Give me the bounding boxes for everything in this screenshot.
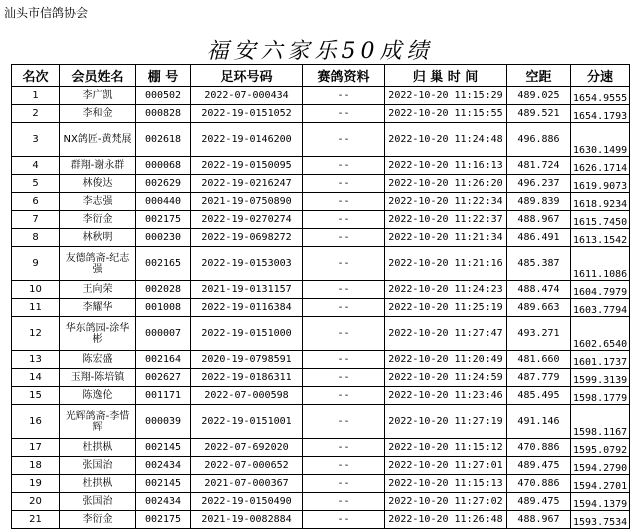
cell-speed: 1594.2701 xyxy=(571,475,630,493)
cell-distance: 488.967 xyxy=(507,511,571,529)
cell-distance: 485.387 xyxy=(507,247,571,281)
cell-distance: 489.475 xyxy=(507,457,571,475)
cell-ring-number: 2021-19-0131157 xyxy=(191,281,303,299)
page-title: 福安六家乐50成绩 xyxy=(206,39,434,64)
cell-ring-number: 2022-19-0153003 xyxy=(191,247,303,281)
cell-arrival-time: 2022-10-20 11:22:34 xyxy=(385,193,507,211)
col-header-ring-number: 足环号码 xyxy=(191,65,303,87)
cell-rank: 17 xyxy=(12,439,60,457)
cell-pigeon-info: -- xyxy=(303,247,385,281)
cell-arrival-time: 2022-10-20 11:27:01 xyxy=(385,457,507,475)
cell-pigeon-info: -- xyxy=(303,511,385,529)
cell-loft-number: 002175 xyxy=(136,511,191,529)
cell-ring-number: 2021-19-0082884 xyxy=(191,511,303,529)
cell-speed: 1615.7450 xyxy=(571,211,630,229)
cell-member-name: 华东鸽园-涂华彬 xyxy=(60,317,136,351)
cell-arrival-time: 2022-10-20 11:27:02 xyxy=(385,493,507,511)
cell-pigeon-info: -- xyxy=(303,387,385,405)
cell-loft-number: 002629 xyxy=(136,175,191,193)
cell-pigeon-info: -- xyxy=(303,351,385,369)
cell-member-name: 张国治 xyxy=(60,493,136,511)
cell-ring-number: 2022-07-000434 xyxy=(191,87,303,105)
cell-ring-number: 2022-19-0151000 xyxy=(191,317,303,351)
cell-pigeon-info: -- xyxy=(303,299,385,317)
table-row xyxy=(12,87,630,105)
cell-rank: 18 xyxy=(12,457,60,475)
cell-arrival-time: 2022-10-20 11:27:47 xyxy=(385,317,507,351)
col-header-pigeon-info: 赛鸽资料 xyxy=(303,65,385,87)
cell-ring-number: 2022-19-0151052 xyxy=(191,105,303,123)
cell-loft-number: 002145 xyxy=(136,439,191,457)
table-row xyxy=(12,229,630,247)
cell-pigeon-info: -- xyxy=(303,193,385,211)
cell-ring-number: 2022-19-0116384 xyxy=(191,299,303,317)
cell-loft-number: 002145 xyxy=(136,475,191,493)
cell-pigeon-info: -- xyxy=(303,405,385,439)
cell-ring-number: 2022-19-0150095 xyxy=(191,157,303,175)
cell-member-name: 李志强 xyxy=(60,193,136,211)
cell-distance: 485.495 xyxy=(507,387,571,405)
cell-speed: 1630.1499 xyxy=(571,123,630,157)
cell-member-name: 林秋明 xyxy=(60,229,136,247)
table-header-row xyxy=(12,65,630,87)
cell-ring-number: 2020-19-0798591 xyxy=(191,351,303,369)
cell-member-name: 陈逸伦 xyxy=(60,387,136,405)
cell-distance: 488.967 xyxy=(507,211,571,229)
cell-ring-number: 2022-19-0216247 xyxy=(191,175,303,193)
cell-ring-number: 2022-19-0150490 xyxy=(191,493,303,511)
table-row xyxy=(12,317,630,351)
cell-speed: 1598.1167 xyxy=(571,405,630,439)
table-row xyxy=(12,105,630,123)
cell-arrival-time: 2022-10-20 11:22:37 xyxy=(385,211,507,229)
cell-speed: 1595.0792 xyxy=(571,439,630,457)
table-row xyxy=(12,211,630,229)
cell-loft-number: 000828 xyxy=(136,105,191,123)
cell-member-name: 林俊达 xyxy=(60,175,136,193)
cell-arrival-time: 2022-10-20 11:23:46 xyxy=(385,387,507,405)
cell-rank: 4 xyxy=(12,157,60,175)
cell-loft-number: 000230 xyxy=(136,229,191,247)
cell-member-name: 李耀华 xyxy=(60,299,136,317)
table-row xyxy=(12,369,630,387)
cell-pigeon-info: -- xyxy=(303,87,385,105)
cell-member-name: 杜拱枞 xyxy=(60,475,136,493)
cell-member-name: 玉翔-陈培镇 xyxy=(60,369,136,387)
cell-speed: 1601.1737 xyxy=(571,351,630,369)
cell-loft-number: 002434 xyxy=(136,493,191,511)
cell-distance: 470.886 xyxy=(507,475,571,493)
cell-pigeon-info: -- xyxy=(303,157,385,175)
cell-member-name: 李和金 xyxy=(60,105,136,123)
col-header-loft-number: 棚 号 xyxy=(136,65,191,87)
cell-member-name: 陈宏盛 xyxy=(60,351,136,369)
table-row xyxy=(12,457,630,475)
cell-pigeon-info: -- xyxy=(303,123,385,157)
cell-distance: 496.886 xyxy=(507,123,571,157)
cell-loft-number: 000039 xyxy=(136,405,191,439)
cell-distance: 481.660 xyxy=(507,351,571,369)
table-row xyxy=(12,175,630,193)
table-row xyxy=(12,123,630,157)
cell-distance: 486.491 xyxy=(507,229,571,247)
cell-loft-number: 000068 xyxy=(136,157,191,175)
cell-pigeon-info: -- xyxy=(303,439,385,457)
cell-arrival-time: 2022-10-20 11:15:55 xyxy=(385,105,507,123)
cell-speed: 1594.1379 xyxy=(571,493,630,511)
cell-speed: 1598.1779 xyxy=(571,387,630,405)
table-row xyxy=(12,511,630,529)
cell-speed: 1602.6540 xyxy=(571,317,630,351)
cell-pigeon-info: -- xyxy=(303,229,385,247)
cell-ring-number: 2021-19-0750890 xyxy=(191,193,303,211)
cell-arrival-time: 2022-10-20 11:26:20 xyxy=(385,175,507,193)
cell-rank: 3 xyxy=(12,123,60,157)
cell-distance: 481.724 xyxy=(507,157,571,175)
cell-speed: 1604.7979 xyxy=(571,281,630,299)
table-row xyxy=(12,405,630,439)
col-header-member-name: 会员姓名 xyxy=(60,65,136,87)
cell-arrival-time: 2022-10-20 11:20:49 xyxy=(385,351,507,369)
cell-pigeon-info: -- xyxy=(303,369,385,387)
cell-rank: 20 xyxy=(12,493,60,511)
cell-pigeon-info: -- xyxy=(303,457,385,475)
cell-arrival-time: 2022-10-20 11:24:59 xyxy=(385,369,507,387)
cell-loft-number: 001008 xyxy=(136,299,191,317)
table-row xyxy=(12,475,630,493)
cell-speed: 1613.1542 xyxy=(571,229,630,247)
col-header-distance: 空距 xyxy=(507,65,571,87)
cell-ring-number: 2022-19-0151001 xyxy=(191,405,303,439)
cell-rank: 12 xyxy=(12,317,60,351)
table-row xyxy=(12,157,630,175)
cell-pigeon-info: -- xyxy=(303,281,385,299)
cell-rank: 13 xyxy=(12,351,60,369)
cell-rank: 6 xyxy=(12,193,60,211)
cell-rank: 21 xyxy=(12,511,60,529)
cell-speed: 1654.9555 xyxy=(571,87,630,105)
cell-distance: 489.521 xyxy=(507,105,571,123)
cell-member-name: 张国治 xyxy=(60,457,136,475)
table-row xyxy=(12,439,630,457)
cell-arrival-time: 2022-10-20 11:21:16 xyxy=(385,247,507,281)
cell-rank: 9 xyxy=(12,247,60,281)
cell-pigeon-info: -- xyxy=(303,493,385,511)
col-header-speed: 分速 xyxy=(571,65,630,87)
cell-rank: 8 xyxy=(12,229,60,247)
cell-loft-number: 002627 xyxy=(136,369,191,387)
table-row xyxy=(12,493,630,511)
cell-pigeon-info: -- xyxy=(303,211,385,229)
cell-rank: 1 xyxy=(12,87,60,105)
cell-distance: 496.237 xyxy=(507,175,571,193)
cell-rank: 10 xyxy=(12,281,60,299)
cell-arrival-time: 2022-10-20 11:15:13 xyxy=(385,475,507,493)
cell-speed: 1654.1793 xyxy=(571,105,630,123)
cell-member-name: NX鸽匠-黄梵展 xyxy=(60,123,136,157)
cell-arrival-time: 2022-10-20 11:15:29 xyxy=(385,87,507,105)
cell-ring-number: 2022-07-000652 xyxy=(191,457,303,475)
cell-rank: 16 xyxy=(12,405,60,439)
cell-pigeon-info: -- xyxy=(303,475,385,493)
cell-member-name: 王向荣 xyxy=(60,281,136,299)
cell-arrival-time: 2022-10-20 11:16:13 xyxy=(385,157,507,175)
cell-arrival-time: 2022-10-20 11:26:48 xyxy=(385,511,507,529)
results-table xyxy=(11,64,630,529)
cell-speed: 1611.1086 xyxy=(571,247,630,281)
cell-ring-number: 2021-07-000367 xyxy=(191,475,303,493)
cell-loft-number: 002164 xyxy=(136,351,191,369)
cell-ring-number: 2022-19-0270274 xyxy=(191,211,303,229)
cell-ring-number: 2022-07-000598 xyxy=(191,387,303,405)
cell-arrival-time: 2022-10-20 11:15:12 xyxy=(385,439,507,457)
cell-arrival-time: 2022-10-20 11:24:48 xyxy=(385,123,507,157)
cell-loft-number: 002165 xyxy=(136,247,191,281)
cell-arrival-time: 2022-10-20 11:21:34 xyxy=(385,229,507,247)
cell-speed: 1618.9234 xyxy=(571,193,630,211)
cell-rank: 14 xyxy=(12,369,60,387)
cell-speed: 1593.7534 xyxy=(571,511,630,529)
cell-distance: 470.886 xyxy=(507,439,571,457)
cell-speed: 1603.7794 xyxy=(571,299,630,317)
cell-loft-number: 000007 xyxy=(136,317,191,351)
cell-speed: 1594.2790 xyxy=(571,457,630,475)
cell-loft-number: 000502 xyxy=(136,87,191,105)
cell-ring-number: 2022-19-0186311 xyxy=(191,369,303,387)
cell-rank: 11 xyxy=(12,299,60,317)
cell-arrival-time: 2022-10-20 11:27:19 xyxy=(385,405,507,439)
cell-distance: 489.025 xyxy=(507,87,571,105)
cell-loft-number: 002618 xyxy=(136,123,191,157)
cell-speed: 1599.3139 xyxy=(571,369,630,387)
cell-rank: 7 xyxy=(12,211,60,229)
cell-loft-number: 002434 xyxy=(136,457,191,475)
cell-arrival-time: 2022-10-20 11:25:19 xyxy=(385,299,507,317)
col-header-rank: 名次 xyxy=(12,65,60,87)
table-row xyxy=(12,299,630,317)
table-row xyxy=(12,193,630,211)
cell-rank: 19 xyxy=(12,475,60,493)
cell-distance: 491.146 xyxy=(507,405,571,439)
cell-speed: 1619.9073 xyxy=(571,175,630,193)
cell-pigeon-info: -- xyxy=(303,317,385,351)
cell-pigeon-info: -- xyxy=(303,105,385,123)
cell-arrival-time: 2022-10-20 11:24:23 xyxy=(385,281,507,299)
table-row xyxy=(12,351,630,369)
table-row xyxy=(12,387,630,405)
cell-distance: 488.474 xyxy=(507,281,571,299)
cell-rank: 5 xyxy=(12,175,60,193)
cell-distance: 489.475 xyxy=(507,493,571,511)
cell-member-name: 群翔-谢永群 xyxy=(60,157,136,175)
cell-rank: 2 xyxy=(12,105,60,123)
cell-rank: 15 xyxy=(12,387,60,405)
cell-loft-number: 002175 xyxy=(136,211,191,229)
cell-distance: 493.271 xyxy=(507,317,571,351)
cell-ring-number: 2022-19-0698272 xyxy=(191,229,303,247)
cell-member-name: 杜拱枞 xyxy=(60,439,136,457)
cell-distance: 489.663 xyxy=(507,299,571,317)
cell-speed: 1626.1714 xyxy=(571,157,630,175)
cell-member-name: 李衍金 xyxy=(60,511,136,529)
col-header-arrival-time: 归 巢 时 间 xyxy=(385,65,507,87)
cell-loft-number: 001171 xyxy=(136,387,191,405)
cell-member-name: 光辉鸽斋-李惜辉 xyxy=(60,405,136,439)
cell-ring-number: 2022-19-0146200 xyxy=(191,123,303,157)
cell-distance: 489.839 xyxy=(507,193,571,211)
cell-pigeon-info: -- xyxy=(303,175,385,193)
cell-loft-number: 002028 xyxy=(136,281,191,299)
organization-name: 汕头市信鸽协会 xyxy=(4,6,89,20)
cell-distance: 487.779 xyxy=(507,369,571,387)
cell-member-name: 李衍金 xyxy=(60,211,136,229)
table-row xyxy=(12,281,630,299)
cell-loft-number: 000440 xyxy=(136,193,191,211)
table-row xyxy=(12,247,630,281)
cell-member-name: 友德鸽斋-纪志强 xyxy=(60,247,136,281)
cell-ring-number: 2022-07-692020 xyxy=(191,439,303,457)
cell-member-name: 李广凯 xyxy=(60,87,136,105)
